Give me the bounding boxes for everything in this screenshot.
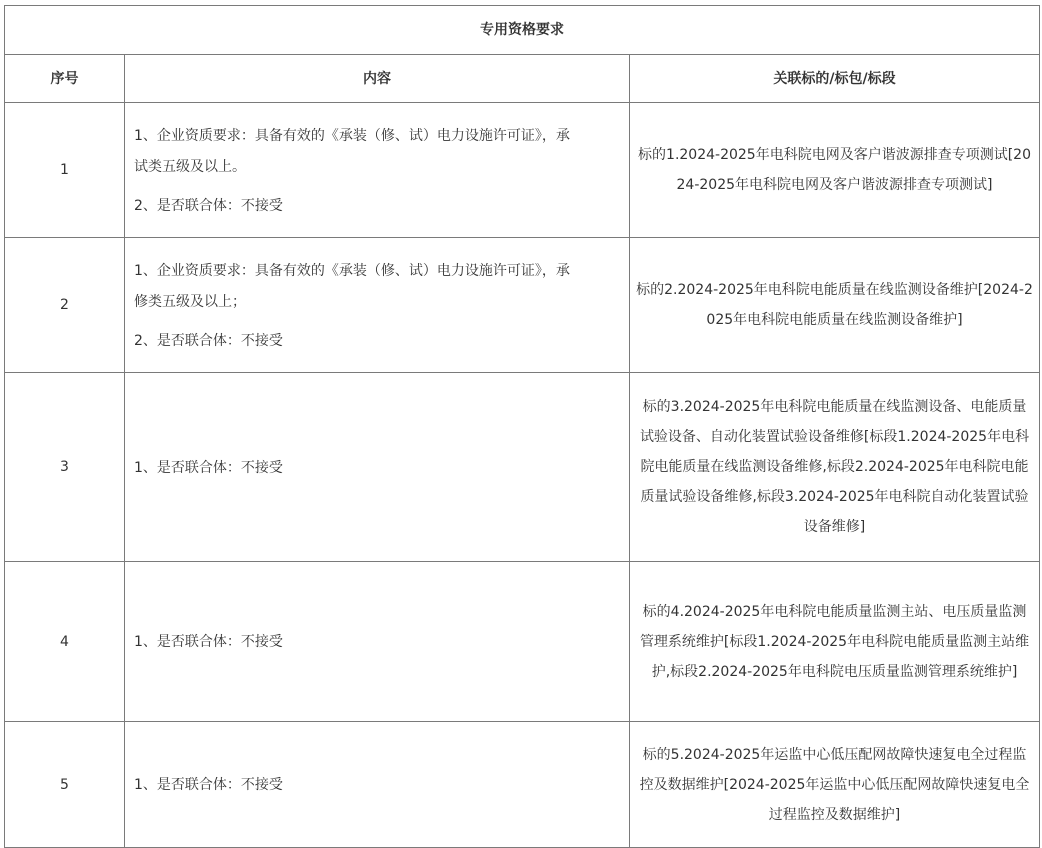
row-index: 3 — [5, 373, 125, 562]
requirement-text: 2、是否联合体：不接受 — [134, 197, 283, 214]
header-lot: 关联标的/标包/标段 — [630, 55, 1040, 103]
table-row — [5, 238, 1040, 373]
requirement-text: 1、是否联合体：不接受 — [134, 777, 283, 793]
qualification-table-wrapper — [4, 5, 1040, 848]
row-lot: 标的3.2024-2025年电科院电能质量在线监测设备、电能质量试验设备、自动化装置试验设备维修[标段1.2024-2025年电科院电能质量在线监测设备维修,标段2.2024-2025年电科院电能质量试验设备维修,标段3.2024-2025年电科院自动化装置试验设备维修] — [630, 373, 1040, 562]
row-lot: 标的5.2024-2025年运监中心低压配网故障快速复电全过程监控及数据维护[2024-2025年运监中心低压配网故障快速复电全过程监控及数据维护] — [630, 722, 1040, 848]
row-content — [125, 103, 630, 238]
requirement-text: 1、是否联合体：不接受 — [134, 459, 283, 476]
table-row — [5, 562, 1040, 722]
row-content — [125, 562, 630, 722]
requirement-text: 1、是否联合体：不接受 — [134, 634, 283, 650]
row-index: 1 — [5, 103, 125, 238]
row-content — [125, 238, 630, 373]
requirement-text: 2、是否联合体：不接受 — [134, 332, 283, 349]
row-index: 5 — [5, 722, 125, 848]
table-row — [5, 103, 1040, 238]
header-content: 内容 — [125, 55, 630, 103]
header-row — [5, 55, 1040, 103]
row-index: 4 — [5, 562, 125, 722]
requirement-text: 1、企业资质要求：具备有效的《承装（修、试）电力设施许可证》，承试类五级及以上。 — [134, 127, 570, 175]
qualification-table — [4, 5, 1040, 848]
table-row — [5, 722, 1040, 848]
table-title: 专用资格要求 — [5, 6, 1040, 55]
table-row — [5, 373, 1040, 562]
row-lot: 标的2.2024-2025年电科院电能质量在线监测设备维护[2024-2025年电科院电能质量在线监测设备维护] — [630, 238, 1040, 373]
requirement-text: 1、企业资质要求：具备有效的《承装（修、试）电力设施许可证》，承修类五级及以上； — [134, 262, 570, 310]
row-content — [125, 722, 630, 848]
row-content — [125, 373, 630, 562]
row-lot: 标的1.2024-2025年电科院电网及客户谐波源排查专项测试[2024-2025年电科院电网及客户谐波源排查专项测试] — [630, 103, 1040, 238]
header-index: 序号 — [5, 55, 125, 103]
row-lot: 标的4.2024-2025年电科院电能质量监测主站、电压质量监测管理系统维护[标段1.2024-2025年电科院电能质量监测主站维护,标段2.2024-2025年电科院电压质量监测管理系统维护] — [630, 562, 1040, 722]
row-index: 2 — [5, 238, 125, 373]
